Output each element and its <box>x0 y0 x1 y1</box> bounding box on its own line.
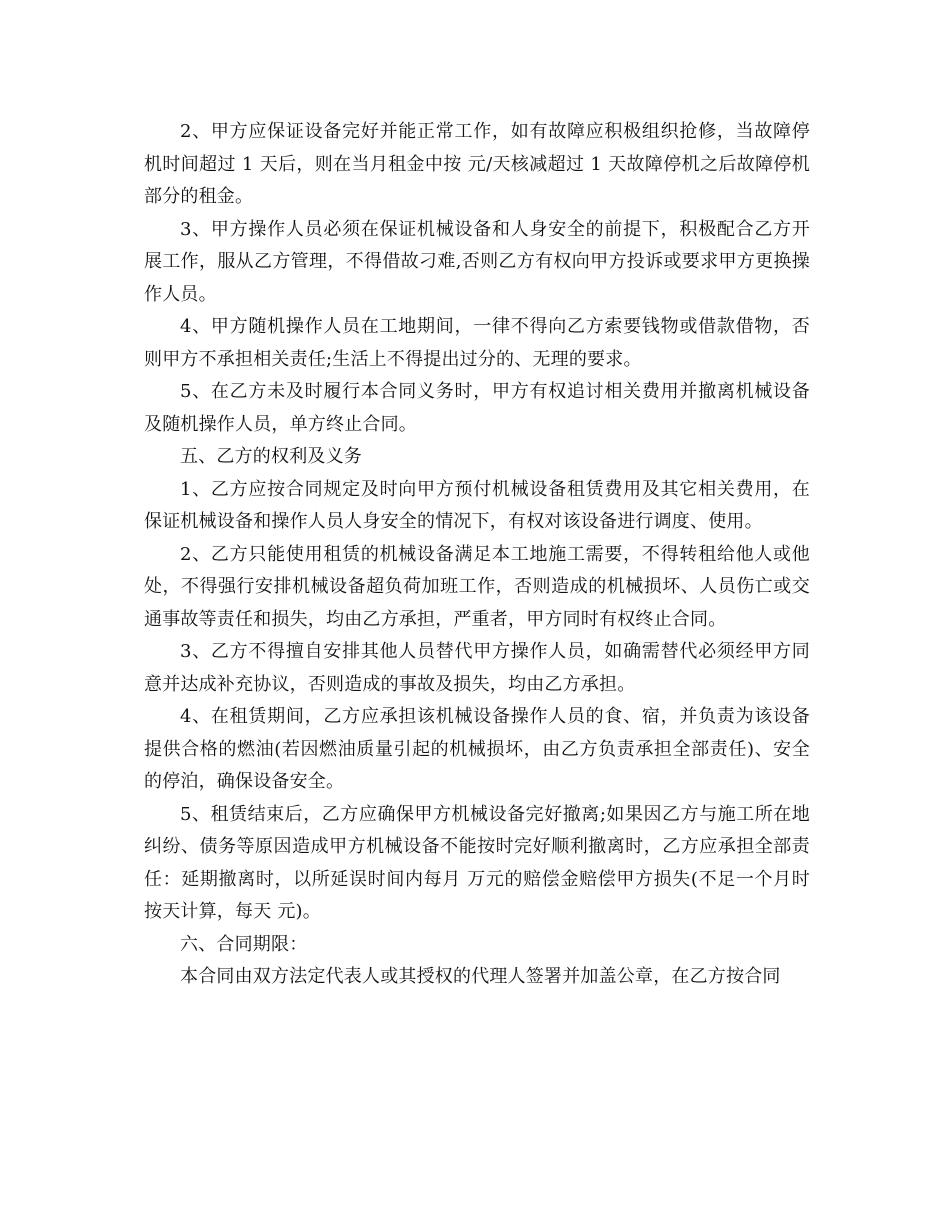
paragraph-clause-5-1: 1、乙方应按合同规定及时向甲方预付机械设备租赁费用及其它相关费用，在保证机械设备和操作人员人身安全的情况下，有权对该设备进行调度、使用。 <box>144 478 810 532</box>
paragraph-clause-5-5: 5、租赁结束后，乙方应确保甲方机械设备完好撤离;如果因乙方与施工所在地纠纷、债务等原因造成甲方机械设备不能按时完好顺利撤离时，乙方应承担全部责任：延期撤离时，以所延误时间内每月 万元的赔偿金赔偿甲方损失(不足一个月时按天计算，每天 元)。 <box>144 803 810 922</box>
paragraph-clause-4-5: 5、在乙方未及时履行本合同义务时，甲方有权追讨相关费用并撤离机械设备及随机操作人员，单方终止合同。 <box>144 381 810 435</box>
paragraph-contract-term: 本合同由双方法定代表人或其授权的代理人签署并加盖公章，在乙方按合同 <box>180 966 781 987</box>
paragraph-clause-5-2: 2、乙方只能使用租赁的机械设备满足本工地施工需要，不得转租给他人或他处，不得强行安排机械设备超负荷加班工作，否则造成的机械损坏、人员伤亡或交通事故等责任和损失，均由乙方承担，严重者，甲方同时有权终止合同。 <box>144 543 810 630</box>
paragraph-clause-4-2: 2、甲方应保证设备完好并能正常工作，如有故障应积极组织抢修，当故障停机时间超过 1 天后，则在当月租金中按 元/天核减超过 1 天故障停机之后故障停机部分的租金。 <box>144 121 810 207</box>
paragraph-clause-5-4: 4、在租赁期间，乙方应承担该机械设备操作人员的食、宿，并负责为该设备提供合格的燃油(若因燃油质量引起的机械损坏，由乙方负责承担全部责任)、安全的停泊，确保设备安全。 <box>144 706 810 792</box>
paragraph-clause-4-4: 4、甲方随机操作人员在工地期间，一律不得向乙方索要钱物或借款借物，否则甲方不承担相关责任;生活上不得提出过分的、无理的要求。 <box>144 316 810 370</box>
paragraph-clause-4-3: 3、甲方操作人员必须在保证机械设备和人身安全的前提下，积极配合乙方开展工作，服从乙方管理，不得借故刁难,否则乙方有权向甲方投诉或要求甲方更换操作人员。 <box>144 218 810 305</box>
paragraph-clause-5-3: 3、乙方不得擅自安排其他人员替代甲方操作人员，如确需替代必须经甲方同意并达成补充协议，否则造成的事故及损失，均由乙方承担。 <box>144 641 810 695</box>
section-heading-5: 五、乙方的权利及义务 <box>180 446 362 467</box>
section-heading-6: 六、合同期限： <box>180 933 308 955</box>
